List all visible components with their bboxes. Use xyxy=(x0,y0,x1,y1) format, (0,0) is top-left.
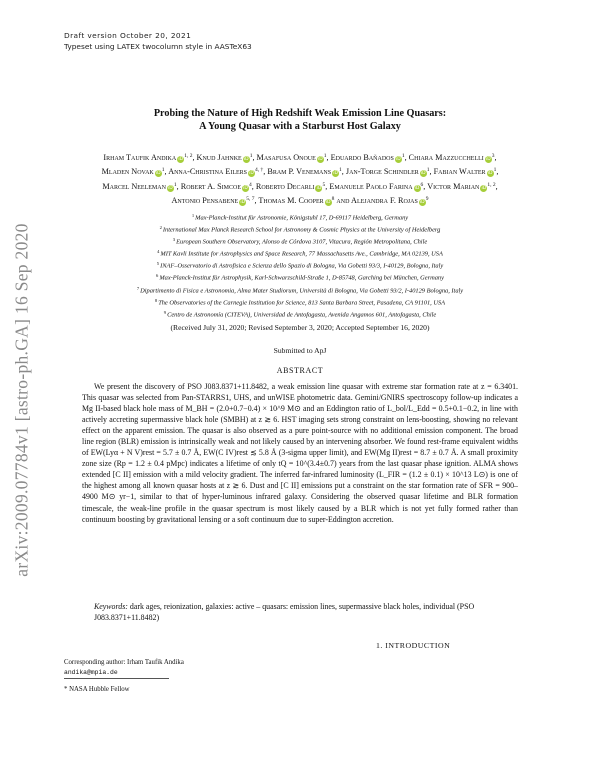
affiliation-number: 1 xyxy=(191,213,195,218)
affiliation xyxy=(60,296,540,308)
author xyxy=(257,153,327,162)
author-name: Eduardo Bañados xyxy=(330,153,394,162)
author xyxy=(331,153,405,162)
affiliation-list xyxy=(60,211,540,320)
arxiv-stamp-text: arXiv:2009.07784v1 [astro-ph.GA] 16 Sep 2020 xyxy=(11,223,32,577)
author xyxy=(258,196,334,205)
abstract-body: We present the discovery of PSO J083.8371+11.8482, a weak emission line quasar with extreme star formation rate at z = 6.3401. This quasar was selected from Pan-STARRS1, UHS, and unWISE photometric data. Gemini/GNIRS spectroscopy follow-up indicates a Mg II-based black hole mass of M_BH = (2.0+0.7−0.4) × 10^9 M⊙ and an Eddington ratio of L_bol/L_Edd = 0.5+0.1−0.2, in line with actively accreting supermassive black hole (SMBH) at z ≳ 6. HST imaging sets strong constraint on lens-boosting, showing no relevant effect on the apparent emission. The quasar is also observed as a pure point-source with no additional emission component. The broad line region (BLR) emission is intrinsically weak and not likely caused by an intervening absorber. We found rest-frame equivalent widths of EW(Lyα + N V)rest = 5.7 ± 0.7 Å, EW(C IV)rest ≲ 5.8 Å (3-sigma upper limit), and EW(Mg II)rest = 8.7 ± 0.7 Å. A small proximity zone size (Rp = 1.2 ± 0.4 pMpc) indicates a lifetime of only tQ = 10^(3.4±0.7) years from the last quasar phase ignition. ALMA shows extended [C II] emission with a mild velocity gradient. The inferred far-infrared luminosity (L_FIR = (1.2 ± 0.1) × 10^13 L⊙) is one of the highest among all known quasar hosts at z ≳ 6. Dust and [C II] emissions put a constraint on the star formation rate of SFR = 900–4900 M⊙ yr−1, similar to that of hyper-luminous infrared galaxy. Considering the observed quasar lifetime and BLR formation timescale, the weak-line profile in the quasar spectrum is most likely caused by a BLR which is not yet fully formed rather than continuum boosting by gravitational lensing or a soft continuum due to super-Eddington accretion. xyxy=(82,382,518,524)
author-and: and xyxy=(336,195,350,205)
author-affiliation-mark: 1 xyxy=(401,153,405,159)
author-affiliation-mark: 1 xyxy=(249,153,253,159)
author xyxy=(102,182,176,191)
affiliation-text: Max-Planck-Institut für Astronomie, Königstuhl 17, D-69117 Heidelberg, Germany xyxy=(195,214,409,222)
author xyxy=(256,182,325,191)
orcid-icon[interactable]: iD xyxy=(317,157,323,162)
keywords xyxy=(82,601,530,623)
author-name: Marcel Neeleman xyxy=(102,181,166,191)
affiliation-text: International Max Planck Research School for Astronomy & Cosmic Physics at the University of Heidelberg xyxy=(162,226,441,234)
author xyxy=(181,182,252,191)
orcid-icon[interactable]: iD xyxy=(485,157,491,162)
author xyxy=(427,182,495,191)
affiliation-number: 6 xyxy=(156,273,159,279)
author xyxy=(434,167,497,176)
author-name: Anna-Christina Eilers xyxy=(168,167,248,177)
author-affiliation-mark: 1 xyxy=(323,153,327,159)
keywords-text: dark ages, reionization, galaxies: active – quasars: emission lines, supermassive black holes, individual (PSO J083.8371+11.8482) xyxy=(94,602,475,622)
author-affiliation-mark: 5, 7 xyxy=(246,195,255,202)
affiliation xyxy=(60,211,540,223)
draft-version: Draft version October 20, 2021 xyxy=(64,31,192,40)
fellow-note: * NASA Hubble Fellow xyxy=(64,686,130,693)
author-affiliation-mark: 1 xyxy=(161,167,165,174)
title-line-1: Probing the Nature of High Redshift Weak Emission Line Quasars: xyxy=(153,108,447,119)
author xyxy=(197,153,253,162)
author-affiliation-mark: 1, 2 xyxy=(487,181,496,188)
author xyxy=(102,167,165,176)
affiliation xyxy=(60,259,540,271)
author-affiliation-mark: 4 xyxy=(249,181,252,188)
orcid-icon[interactable]: iD xyxy=(487,171,493,177)
author-name: Knud Jahnke xyxy=(196,153,242,162)
title-line-2: A Young Quasar with a Starburst Host Galaxy xyxy=(199,121,401,132)
affiliation-text: Dipartimento di Fisica e Astronomia, Alma Mater Studiorum, Università di Bologna, Via Gobetti 93/2, I-40129 Bologna, Italy xyxy=(140,287,464,295)
affiliation-text: Centro de Astronomía (CITEVA), Universidad de Antofagasta, Avenida Angamos 601, Antofagasta, Chile xyxy=(167,311,437,319)
orcid-icon[interactable]: iD xyxy=(325,199,331,205)
author-name: Chiara Mazzucchelli xyxy=(408,153,484,162)
affiliation xyxy=(60,247,540,259)
orcid-icon[interactable]: iD xyxy=(243,185,248,191)
author-name: Victor Marian xyxy=(427,181,480,191)
author xyxy=(103,153,192,162)
author xyxy=(329,182,423,191)
orcid-icon[interactable]: iD xyxy=(240,199,246,205)
orcid-icon[interactable]: iD xyxy=(168,185,173,191)
page-header xyxy=(64,30,252,52)
author xyxy=(409,153,495,162)
author xyxy=(171,196,254,205)
orcid-icon[interactable]: iD xyxy=(414,185,420,191)
author-email[interactable]: andika@mpia.de xyxy=(64,669,118,676)
author-name: Antonio Pensabene xyxy=(171,195,239,205)
orcid-icon[interactable]: iD xyxy=(316,185,322,191)
affiliation-text: Max-Planck-Institut für Astrophysik, Karl-Schwarzschild-Straße 1, D-85748, Garching bei München, Germany xyxy=(159,274,444,282)
abstract-heading: ABSTRACT xyxy=(276,366,324,375)
author xyxy=(168,167,263,176)
orcid-icon[interactable]: iD xyxy=(155,171,161,177)
affiliation xyxy=(60,271,540,283)
author-name: Robert A. Simcoe xyxy=(180,181,242,191)
paper-title xyxy=(60,107,540,133)
orcid-icon[interactable]: iD xyxy=(333,171,338,177)
orcid-icon[interactable]: iD xyxy=(243,157,249,162)
orcid-icon[interactable]: iD xyxy=(481,185,487,191)
affiliation-text: The Observatories of the Carnegie Institution for Science, 813 Santa Barbara Street, Pasadena, CA 91101, USA xyxy=(158,299,446,307)
author-list: Irham Taufik Andika iD$^{1, 2}$, Knud Jahnke $iD^1$, Masafusa Onoue $iD^1$, Eduardo Bañados $iD^1$, Chiara Mazzucchelli $iD^3$, Mladen Novak $iD^1$, Anna-Christina Eilers $iD^{4, \dagger}$, Bram P. Venemans $iD^1$, Jan-Torge Schindler $iD^1$, Fabian Walter $iD^1$, Marcel Neeleman $iD^1$, Robert A. Simcoe $iD^4$, Roberto Decarli $iD^5$, Emanuele Paolo Farina $iD^6$, Victor Marian iD$^{1, 2}$, Antonio Pensabene iD$^{5, 7}$, Thomas M. Cooper $iD^8$ and Alejandra F. Rojas $iD^9$ xyxy=(101,153,499,205)
affiliation-number: 9 xyxy=(163,309,167,315)
author-affiliation-mark: 8 xyxy=(331,195,335,202)
submitted-note: Submitted to ApJ xyxy=(273,346,327,355)
author-name: Irham Taufik Andika xyxy=(103,153,177,162)
author-name: Masafusa Onoue xyxy=(256,153,316,162)
affiliation-number: 3 xyxy=(172,237,176,243)
author-name: Thomas M. Cooper xyxy=(258,195,324,205)
author-affiliation-mark: 3 xyxy=(491,153,495,159)
author-name: Emanuele Paolo Farina xyxy=(329,181,413,191)
affiliation-number: 8 xyxy=(154,297,158,303)
affiliation-text: European Southern Observatory, Alonso de Córdova 3107, Vitacura, Región Metropolitana, Chile xyxy=(176,238,428,246)
orcid-icon[interactable]: iD xyxy=(395,157,401,162)
arxiv-stamp xyxy=(2,190,42,610)
author-affiliation-mark: 6 xyxy=(420,181,424,188)
author-name: Roberto Decarli xyxy=(255,181,315,191)
affiliation xyxy=(60,223,540,235)
orcid-icon[interactable]: iD xyxy=(420,171,426,177)
orcid-icon[interactable]: iD xyxy=(419,199,425,205)
author-affiliation-mark: 5 xyxy=(322,181,326,188)
corresponding-author: Corresponding author: Irham Taufik Andika xyxy=(64,659,184,666)
author-affiliation-mark: 1 xyxy=(493,167,497,174)
author xyxy=(346,167,430,176)
author-name: Fabian Walter xyxy=(433,167,486,177)
orcid-icon[interactable]: iD xyxy=(249,171,254,177)
footnote-rule xyxy=(64,678,169,679)
author-name: Bram P. Venemans xyxy=(267,167,332,177)
affiliation-number: 2 xyxy=(159,225,162,231)
affiliation xyxy=(60,284,540,296)
author-affiliation-mark: 1 xyxy=(173,181,177,188)
typeset-note: Typeset using LATEX twocolumn style in AASTeX63 xyxy=(64,42,252,51)
author xyxy=(267,167,341,176)
affiliation-number: 7 xyxy=(136,285,140,291)
author-affiliation-mark: 1, 2 xyxy=(184,153,193,159)
author-name: Jan-Torge Schindler xyxy=(345,167,419,177)
affiliation-text: INAF–Osservatorio di Astrofisica e Scienza dello Spazio di Bologna, Via Gobetti 93/3, I-40129, Bologna, Italy xyxy=(160,262,444,270)
received-dates: (Received July 31, 2020; Revised September 3, 2020; Accepted September 16, 2020) xyxy=(170,323,430,332)
author xyxy=(351,196,429,205)
author-affiliation-mark: 4, † xyxy=(255,167,264,174)
affiliation-number: 4 xyxy=(157,249,160,255)
affiliation xyxy=(60,235,540,247)
keywords-label: Keywords: xyxy=(94,602,128,611)
affiliation-text: MIT Kavli Institute for Astrophysics and Space Research, 77 Massachusetts Ave., Cambridge, MA 02139, USA xyxy=(160,250,443,258)
orcid-icon[interactable]: iD xyxy=(178,157,184,162)
affiliation xyxy=(60,308,540,320)
affiliation-number: 5 xyxy=(156,261,160,267)
author-name: Alejandra F. Rojas xyxy=(351,195,418,205)
author-affiliation-mark: 1 xyxy=(339,167,342,174)
author-affiliation-mark: 9 xyxy=(425,195,429,202)
author-name: Mladen Novak xyxy=(101,167,154,177)
author-affiliation-mark: 1 xyxy=(426,167,430,174)
footnotes xyxy=(64,658,184,695)
section-heading: 1. INTRODUCTION xyxy=(376,641,451,650)
